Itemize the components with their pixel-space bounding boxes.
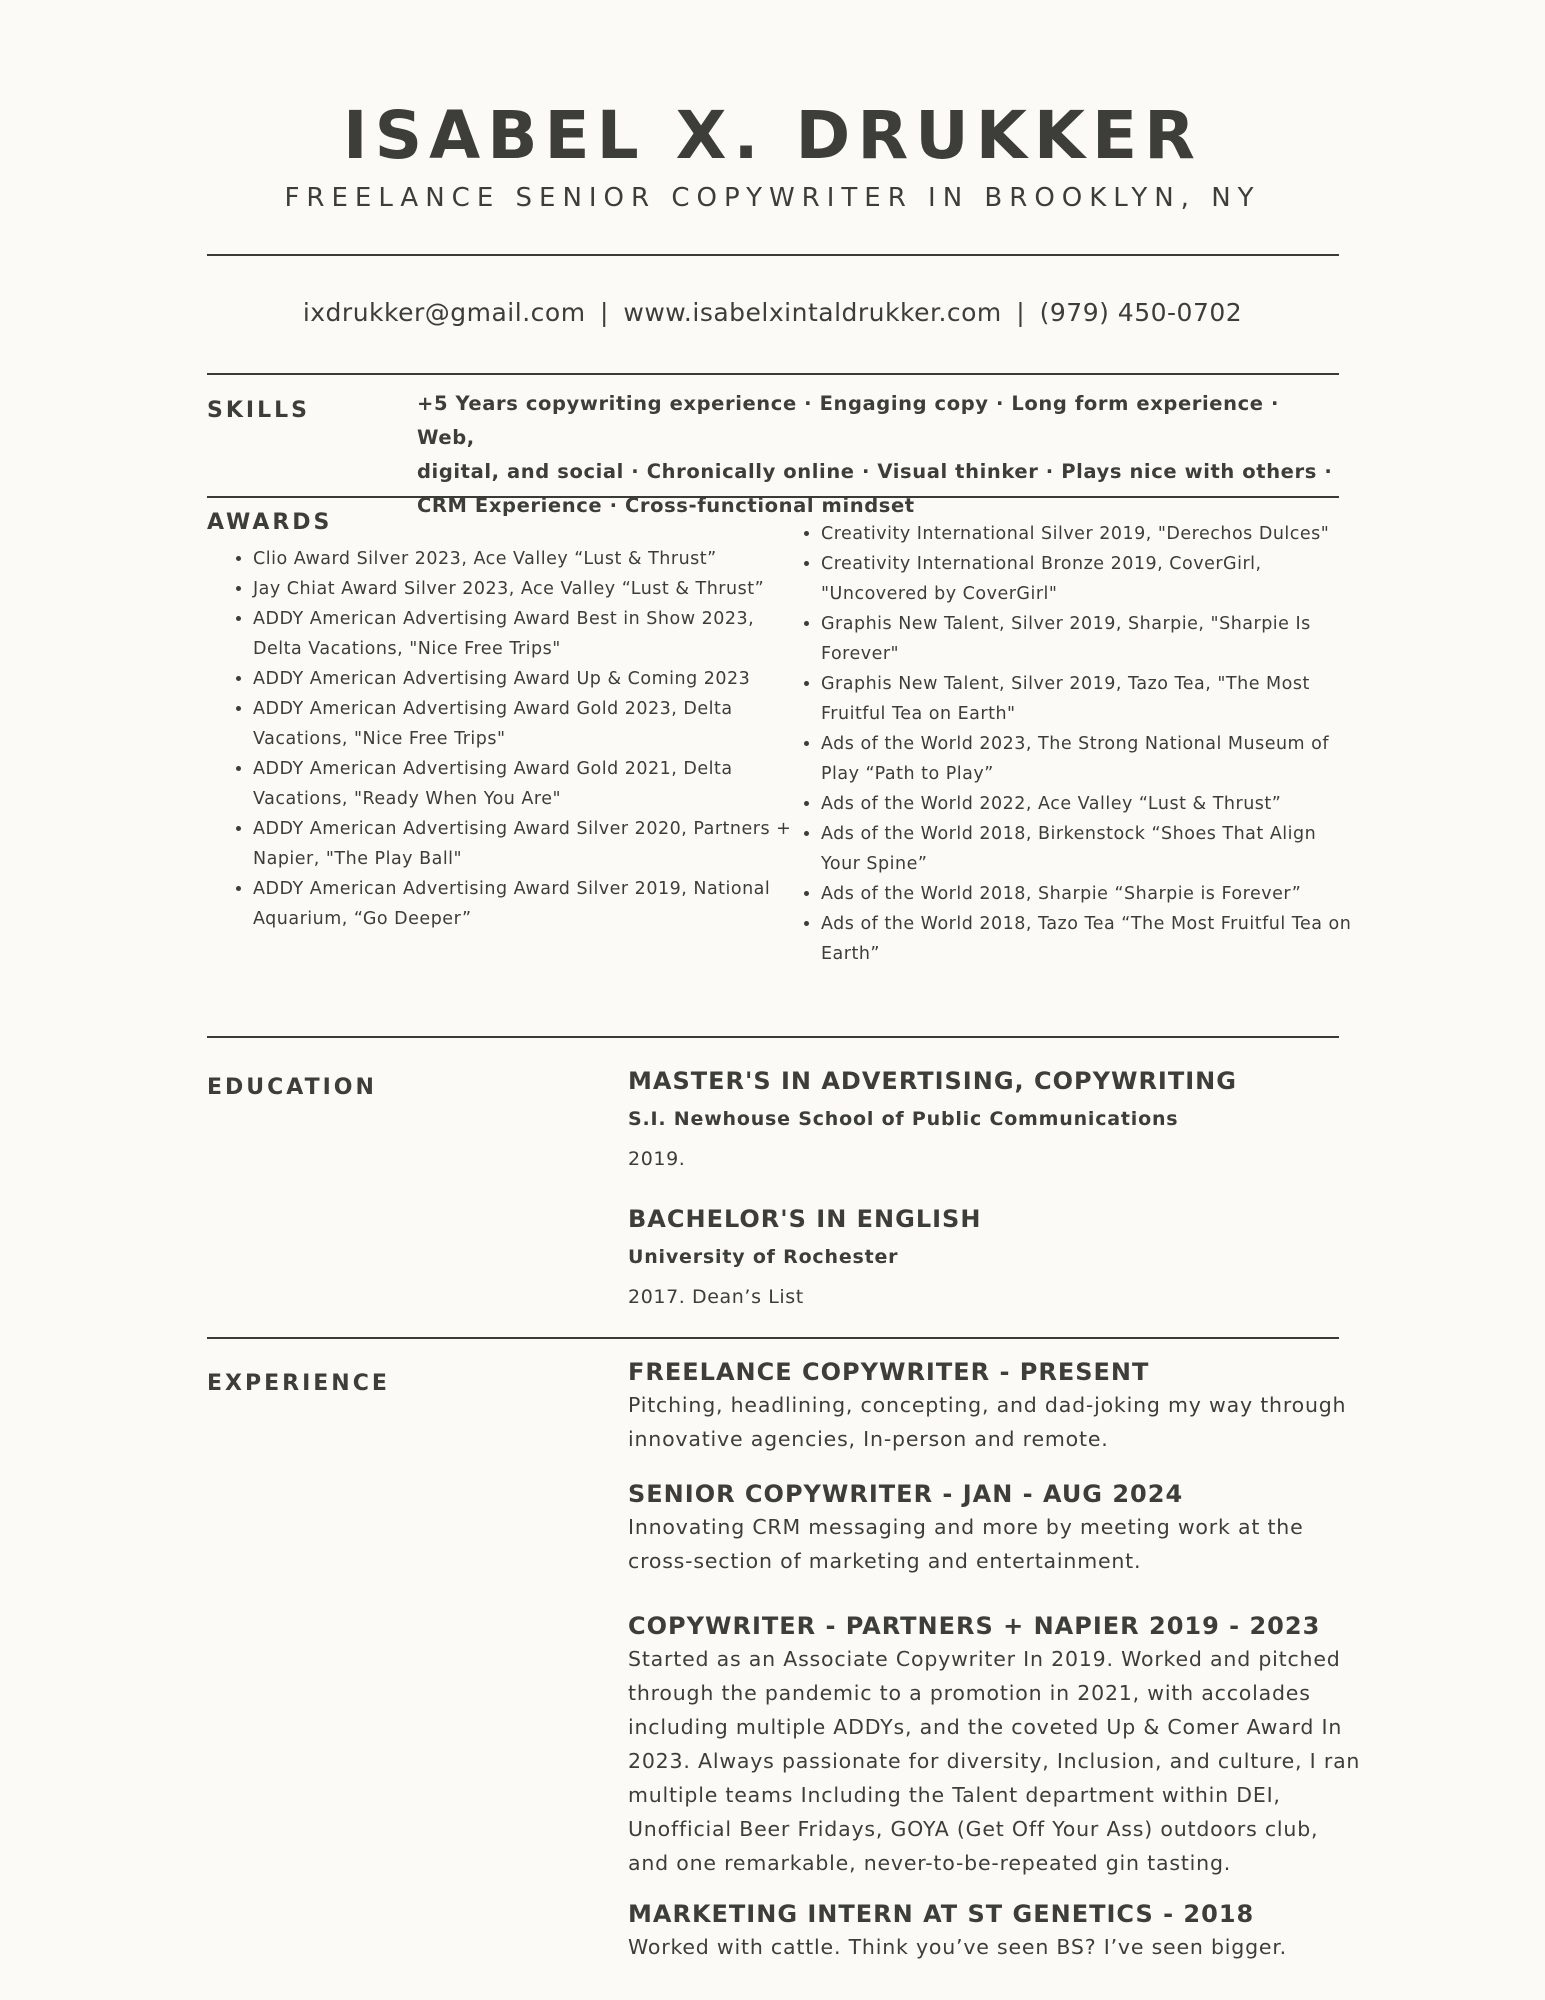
award-item: • Creativity International Silver 2019, "Derechos Dulces" [821, 519, 1361, 549]
award-item: • ADDY American Advertising Award Silver 2019, National Aquarium, “Go Deeper” [253, 874, 793, 934]
award-item: • Clio Award Silver 2023, Ace Valley “Lust & Thrust” [253, 544, 793, 574]
skills-line: digital, and social · Chronically online · Visual thinker · Plays nice with others · [417, 460, 1333, 483]
contact-separator: | [1016, 298, 1026, 327]
education-entry [628, 1065, 1368, 1173]
award-item: • ADDY American Advertising Award Gold 2021, Delta Vacations, "Ready When You Are" [253, 754, 793, 814]
job-description [628, 1510, 1368, 1578]
description-line: innovative agencies, In-person and remote. [628, 1427, 1109, 1451]
awards-list-left [207, 544, 793, 934]
description-line: multiple teams Including the Talent department within DEI, [628, 1783, 1281, 1807]
description-line: Pitching, headlining, concepting, and dad-joking my way through [628, 1393, 1347, 1417]
awards-list-right [775, 519, 1361, 969]
graduation-year: 2019. [628, 1148, 686, 1170]
description-line: and one remarkable, never-to-be-repeated gin tasting. [628, 1851, 1232, 1875]
description-line: Unofficial Beer Fridays, GOYA (Get Off Your Ass) outdoors club, [628, 1817, 1319, 1841]
job-description [628, 1388, 1368, 1456]
award-item: • Ads of the World 2022, Ace Valley “Lust & Thrust” [821, 789, 1361, 819]
experience-entry [628, 1478, 1368, 1578]
award-item: • ADDY American Advertising Award Gold 2023, Delta Vacations, "Nice Free Trips" [253, 694, 793, 754]
skills-line: CRM Experience · Cross-functional mindset [417, 494, 915, 517]
award-item: • Graphis New Talent, Silver 2019, Sharpie, "Sharpie Is Forever" [821, 609, 1361, 669]
award-item: • Ads of the World 2023, The Strong National Museum of Play “Path to Play” [821, 729, 1361, 789]
degree-title: MASTER'S IN ADVERTISING, COPYWRITING [628, 1067, 1237, 1095]
skills-line: +5 Years copywriting experience · Engaging copy · Long form experience · Web, [417, 392, 1279, 449]
experience-entry [628, 1610, 1368, 1880]
award-item: • ADDY American Advertising Award Silver 2020, Partners + Napier, "The Play Ball" [253, 814, 793, 874]
award-item: • Graphis New Talent, Silver 2019, Tazo Tea, "The Most Fruitful Tea on Earth" [821, 669, 1361, 729]
job-title: FREELANCE COPYWRITER - PRESENT [628, 1358, 1150, 1386]
job-title: SENIOR COPYWRITER - JAN - AUG 2024 [628, 1480, 1184, 1508]
education-heading: EDUCATION [207, 1075, 377, 1100]
divider [207, 1337, 1339, 1339]
description-line: Innovating CRM messaging and more by meeting work at the [628, 1515, 1304, 1539]
job-title: COPYWRITER - PARTNERS + NAPIER 2019 - 2023 [628, 1612, 1321, 1640]
contact-line [0, 295, 1545, 331]
contact-website[interactable]: www.isabelxintaldrukker.com [623, 298, 1002, 327]
experience-entry [628, 1356, 1368, 1456]
award-item: • Ads of the World 2018, Birkenstock “Shoes That Align Your Spine” [821, 819, 1361, 879]
candidate-subtitle: FREELANCE SENIOR COPYWRITER IN BROOKLYN, NY [284, 183, 1261, 213]
job-title: MARKETING INTERN AT ST GENETICS - 2018 [628, 1900, 1255, 1928]
description-line: Started as an Associate Copywriter In 2019. Worked and pitched [628, 1647, 1341, 1671]
job-description [628, 1930, 1368, 1964]
school-name: S.I. Newhouse School of Public Communications [628, 1108, 1179, 1130]
experience-entry [628, 1898, 1368, 1964]
contact-separator: | [600, 298, 609, 327]
skills-heading: SKILLS [207, 398, 310, 423]
graduation-year: 2017. Dean’s List [628, 1286, 804, 1308]
award-item: • Jay Chiat Award Silver 2023, Ace Valley “Lust & Thrust” [253, 574, 793, 604]
divider [207, 254, 1339, 256]
description-line: including multiple ADDYs, and the coveted Up & Comer Award In [628, 1715, 1343, 1739]
award-item: • ADDY American Advertising Award Best in Show 2023, Delta Vacations, "Nice Free Trips" [253, 604, 793, 664]
school-name: University of Rochester [628, 1246, 899, 1268]
degree-title: BACHELOR'S IN ENGLISH [628, 1205, 982, 1233]
award-item: • ADDY American Advertising Award Up & Coming 2023 [253, 664, 793, 694]
job-description [628, 1642, 1368, 1880]
description-line: through the pandemic to a promotion in 2021, with accolades [628, 1681, 1311, 1705]
description-line: Worked with cattle. Think you’ve seen BS? I’ve seen bigger. [628, 1935, 1287, 1959]
divider [207, 1036, 1339, 1038]
award-item: • Ads of the World 2018, Sharpie “Sharpie is Forever” [821, 879, 1361, 909]
awards-heading: AWARDS [207, 510, 333, 535]
description-line: cross-section of marketing and entertainment. [628, 1549, 1142, 1573]
contact-email[interactable]: ixdrukker@gmail.com [302, 298, 586, 327]
divider [207, 373, 1339, 375]
award-item: • Ads of the World 2018, Tazo Tea “The Most Fruitful Tea on Earth” [821, 909, 1361, 969]
education-entry [628, 1203, 1368, 1311]
description-line: 2023. Always passionate for diversity, Inclusion, and culture, I ran [628, 1749, 1361, 1773]
award-item: • Creativity International Bronze 2019, CoverGirl, "Uncovered by CoverGirl" [821, 549, 1361, 609]
skills-text [417, 387, 1337, 523]
candidate-name: ISABEL X. DRUKKER [343, 97, 1202, 174]
experience-heading: EXPERIENCE [207, 1371, 390, 1396]
contact-phone[interactable]: (979) 450-0702 [1039, 298, 1243, 327]
divider [207, 496, 1339, 498]
